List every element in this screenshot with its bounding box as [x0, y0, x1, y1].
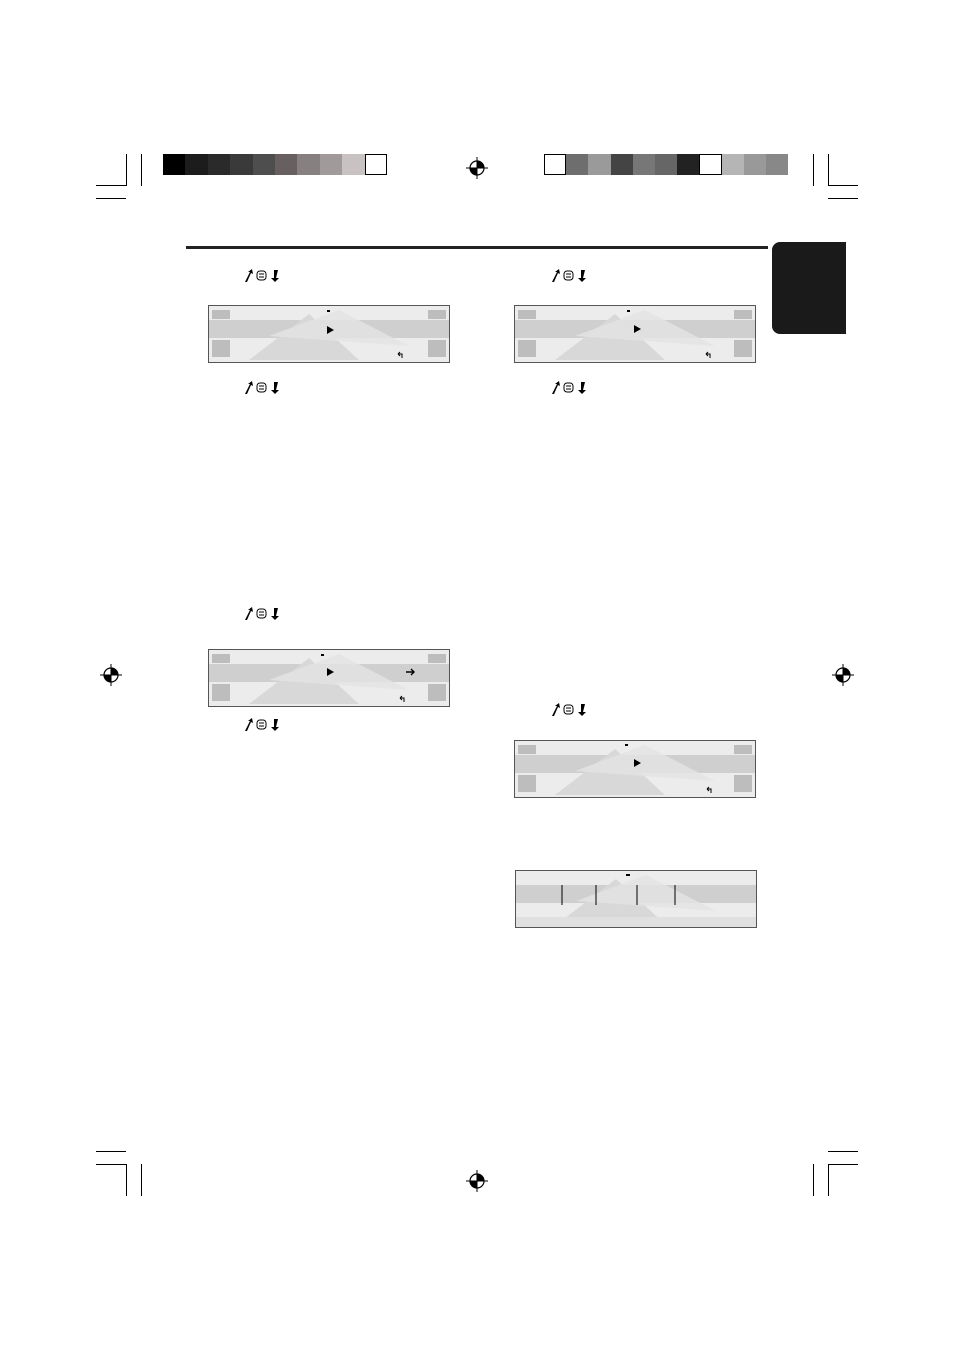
crop-mark [96, 185, 126, 186]
calibration-swatch [544, 154, 566, 175]
return-icon [706, 352, 710, 358]
language-tab [772, 242, 846, 334]
calibration-swatch [722, 154, 744, 175]
display-panel-4 [514, 740, 756, 798]
nav-control-icon [244, 718, 280, 732]
calibration-swatch [744, 154, 766, 175]
calibration-swatch [320, 154, 342, 175]
registration-mark-icon [466, 1170, 488, 1192]
calibration-swatch [566, 154, 588, 175]
crop-mark [813, 1164, 814, 1196]
display-graphic [209, 650, 449, 706]
crop-mark [96, 1164, 126, 1165]
crop-mark [828, 198, 858, 199]
crop-mark [96, 198, 126, 199]
calibration-swatch [677, 154, 699, 175]
nav-control-icon [244, 607, 280, 621]
registration-mark-icon [832, 664, 854, 686]
calibration-swatch [699, 154, 721, 175]
nav-control-icon [551, 703, 587, 717]
calibration-swatch [253, 154, 275, 175]
crop-mark [828, 1164, 858, 1165]
nav-control-icon [244, 269, 280, 283]
nav-control-icon [244, 381, 280, 395]
crop-mark [96, 1151, 126, 1152]
return-icon [400, 696, 404, 702]
calibration-swatch [163, 154, 185, 175]
calibration-swatch [342, 154, 364, 175]
display-panel-1 [208, 305, 450, 363]
crop-mark [141, 154, 142, 186]
crop-mark [126, 154, 127, 186]
return-icon [398, 352, 402, 358]
header-rule [186, 246, 768, 249]
display-panel-3 [208, 649, 450, 707]
crop-mark [828, 1164, 829, 1196]
calibration-swatch [230, 154, 252, 175]
registration-mark-icon [100, 664, 122, 686]
calibration-swatch [185, 154, 207, 175]
calibration-swatch [611, 154, 633, 175]
display-panel-2 [514, 305, 756, 363]
calibration-swatch [297, 154, 319, 175]
calibration-swatch [275, 154, 297, 175]
nav-control-icon [551, 381, 587, 395]
calibration-swatch [655, 154, 677, 175]
calibration-swatch [208, 154, 230, 175]
crop-mark [126, 1164, 127, 1196]
calibration-swatch [633, 154, 655, 175]
calibration-swatch [588, 154, 610, 175]
crop-mark [828, 154, 829, 186]
nav-control-icon [551, 269, 587, 283]
display-panel-5 [515, 870, 757, 928]
crop-mark [813, 154, 814, 186]
crop-mark [828, 1151, 858, 1152]
display-graphic [515, 741, 755, 797]
calibration-swatch [766, 154, 788, 175]
calibration-swatch [365, 154, 387, 175]
registration-mark-icon [466, 157, 488, 179]
display-graphic [515, 306, 755, 362]
display-graphic [209, 306, 449, 362]
crop-mark [828, 185, 858, 186]
return-icon [707, 787, 711, 793]
display-graphic [516, 871, 756, 927]
crop-mark [141, 1164, 142, 1196]
